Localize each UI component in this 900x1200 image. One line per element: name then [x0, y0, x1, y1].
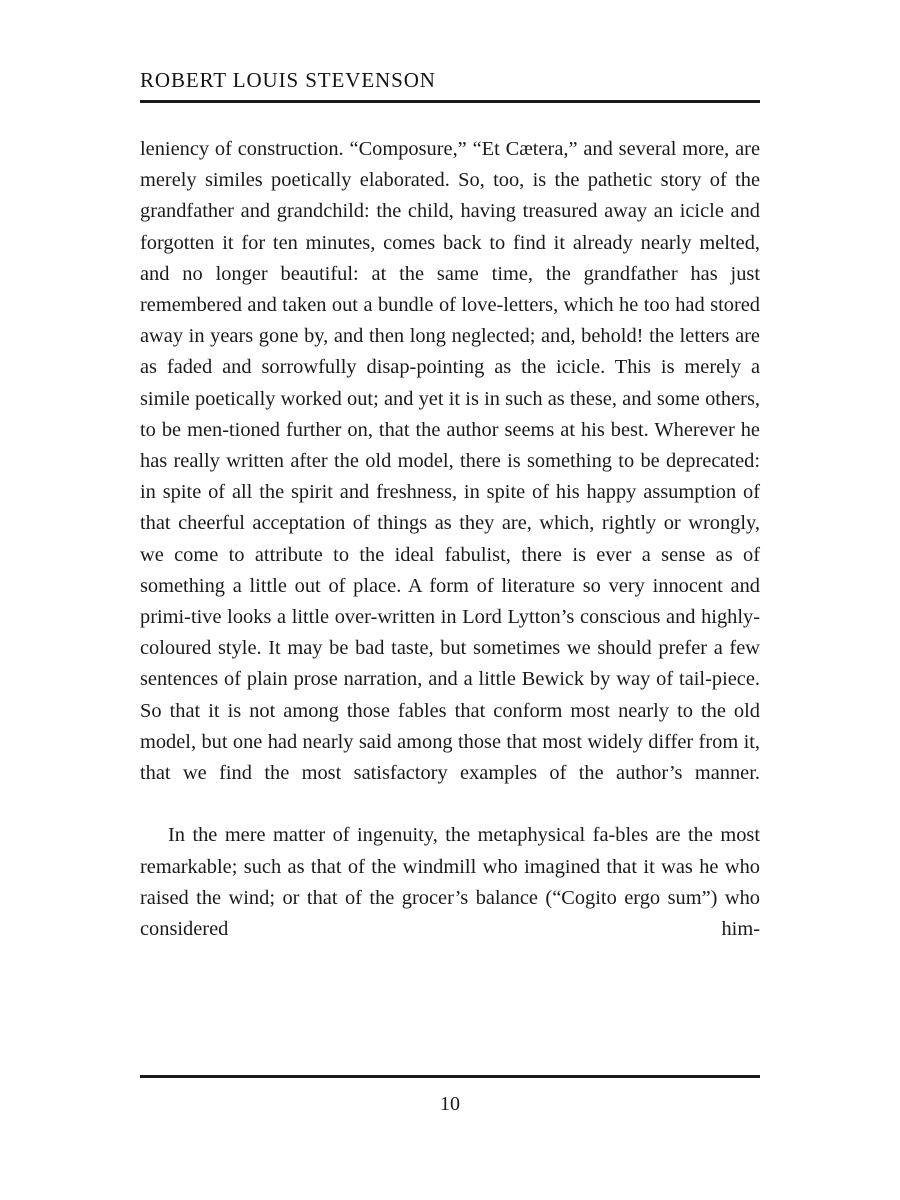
- paragraph: leniency of construction. “Composure,” “Et Cætera,” and several more, are merely similes poetically elaborated. So, too, is the pathetic story of the grandfather and grandchild: the child, having treasured away an icicle and forgotten it for ten minutes, comes back to find it already nearly melted, and no longer beautiful: at the same time, the grandfather has just remembered and taken out a bundle of love-​letters, which he too had stored away in years gone by, and then long neglected; and, behold! the letters are as faded and sorrowfully disap-​pointing as the icicle. This is merely a simile poetically worked out; and yet it is in such as these, and some others, to be men-​tioned further on, that the author seems at his best. Wherever he has really written after the old model, there is something to be deprecated: in spite of all the spirit and freshness, in spite of his happy assumption of that cheerful acceptation of things as they are, which, rightly or wrongly, we come to attribute to the ideal fabulist, there is ever a sense as of something a little out of place. A form of literature so very innocent and primi-​tive looks a little over-​written in Lord Lytton’s conscious and highly-​coloured style. It may be bad taste, but sometimes we should prefer a few sentences of plain prose narration, and a little Bewick by way of tail-​piece. So that it is not among those fables that conform most nearly to the old model, but one had nearly said among those that most widely differ from it, that we find the most satisfactory examples of the author’s manner.: [140, 138, 760, 785]
- paragraph: In the mere matter of ingenuity, the metaphysical fa-​bles are the most remarkable; such as that of the windmill who imagined that it was he who raised the wind; or that of the grocer’s balance (“Cogito ergo sum”) who considered him-​: [140, 824, 760, 941]
- footer-rule: [140, 1075, 760, 1078]
- body-text: [140, 134, 760, 976]
- running-head: [140, 68, 760, 93]
- header-rule: [140, 100, 760, 103]
- page-number: 10: [440, 1093, 460, 1115]
- running-head-title: ROBERT LOUIS STEVENSON: [140, 68, 436, 92]
